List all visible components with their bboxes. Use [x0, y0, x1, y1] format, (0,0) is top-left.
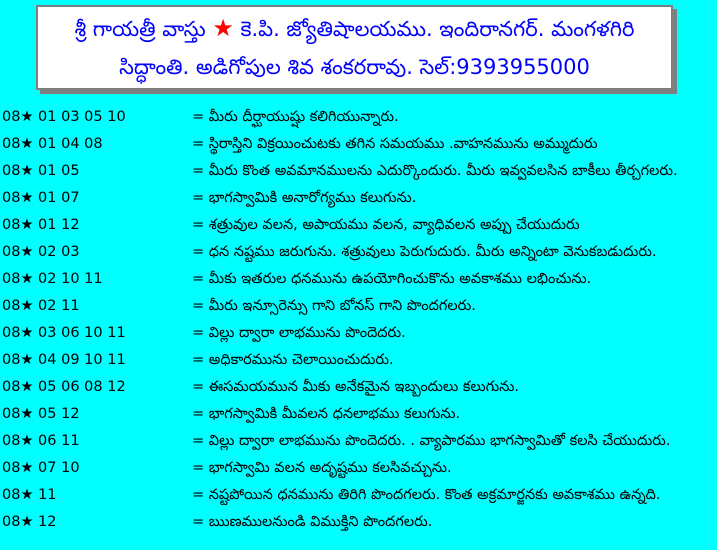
list-item	[0, 510, 717, 537]
title-line-1	[38, 14, 671, 47]
prediction-text: = ఋణములనుండి విముక్తిని పొందగలరు.	[192, 514, 433, 530]
prediction-text: = విల్లు ద్వారా లాభమును పొందెదరు.	[192, 325, 406, 341]
header-banner	[0, 0, 717, 105]
list-item	[0, 240, 717, 267]
list-item	[0, 186, 717, 213]
house-code: 08★ 01 07	[2, 190, 80, 206]
list-item	[0, 375, 717, 402]
prediction-text: = ధన నష్టము జరుగును. శత్రువులు పెరుగుదురు. మీరు అన్నింటా వెనుకబడుదురు.	[192, 244, 657, 260]
house-code: 08★ 02 10 11	[2, 271, 103, 287]
house-code: 08★ 01 05	[2, 163, 80, 179]
prediction-text: = విల్లు ద్వారా లాభమును పొందెదరు. . వ్యాపారము భాగస్వామితో కలసి చేయుదురు.	[192, 433, 671, 449]
title-box	[36, 5, 673, 90]
list-item	[0, 213, 717, 240]
list-item	[0, 132, 717, 159]
house-code: 08★ 03 06 10 11	[2, 325, 126, 341]
list-item	[0, 267, 717, 294]
house-code: 08★ 01 04 08	[2, 136, 103, 152]
list-item	[0, 429, 717, 456]
list-item	[0, 402, 717, 429]
prediction-text: = భాగస్వామికి అనారోగ్యము కలుగును.	[192, 190, 417, 206]
list-item	[0, 105, 717, 132]
prediction-text: = మీరు దీర్ఘాయుష్షు కలిగియున్నారు.	[192, 109, 399, 125]
title-right: కె.పి. జ్యోతిషాలయము. ఇందిరానగర్. మంగళగిరి	[240, 17, 635, 41]
prediction-text: = శత్రువుల వలన, అపాయము వలన, వ్యాధివలన అప్పు చేయుదురు	[192, 217, 580, 233]
house-code: 08★ 01 03 05 10	[2, 109, 126, 125]
house-code: 08★ 05 12	[2, 406, 80, 422]
title-left: శ్రీ గాయత్రీ వాస్తు	[74, 17, 206, 41]
prediction-text: = స్థిరాస్తిని విక్రయించుటకు తగిన సమయము .వాహనమును అమ్ముదురు	[192, 136, 598, 152]
prediction-text: = భాగస్వామి వలన అదృష్టము కలసివచ్చును.	[192, 460, 452, 476]
star-icon: ★	[212, 14, 234, 42]
prediction-text: = అధికారమును చెలాయించుదురు.	[192, 352, 394, 368]
prediction-text: = మీకు ఇతరుల ధనమును ఉపయోగించుకొను అవకాశము లభించును.	[192, 271, 592, 287]
house-code: 08★ 06 11	[2, 433, 80, 449]
prediction-list	[0, 105, 717, 550]
prediction-text: = నష్టపోయిన ధనమును తిరిగి పొందగలరు. కొంత అక్రమార్జనకు అవకాశము ఉన్నది.	[192, 487, 661, 503]
list-item	[0, 321, 717, 348]
prediction-text: = భాగస్వామికి మీవలన ధనలాభము కలుగును.	[192, 406, 461, 422]
list-item	[0, 159, 717, 186]
list-item	[0, 483, 717, 510]
house-code: 08★ 01 12	[2, 217, 80, 233]
house-code: 08★ 05 06 08 12	[2, 379, 126, 395]
prediction-text: = ఈసమయమున మీకు అనేకమైన ఇబ్బందులు కలుగును.	[192, 379, 519, 395]
house-code: 08★ 07 10	[2, 460, 80, 476]
list-item	[0, 456, 717, 483]
title-line-2: సిద్ధాంతి. అడిగోపుల శివ శంకరరావు. సెల్:9393955000	[119, 55, 590, 79]
list-item	[0, 348, 717, 375]
prediction-text: = మీరు కొంత అవమానములను ఎదుర్కొందురు. మీరు ఇవ్వవలసిన బాకీలు తీర్చగలరు.	[192, 163, 678, 179]
house-code: 08★ 02 11	[2, 298, 80, 314]
list-item	[0, 294, 717, 321]
house-code: 08★ 12	[2, 514, 57, 530]
house-code: 08★ 02 03	[2, 244, 80, 260]
house-code: 08★ 11	[2, 487, 57, 503]
prediction-text: = మీరు ఇన్సూరెన్సు గాని బోనస్ గాని పొందగలరు.	[192, 298, 476, 314]
house-code: 08★ 04 09 10 11	[2, 352, 126, 368]
